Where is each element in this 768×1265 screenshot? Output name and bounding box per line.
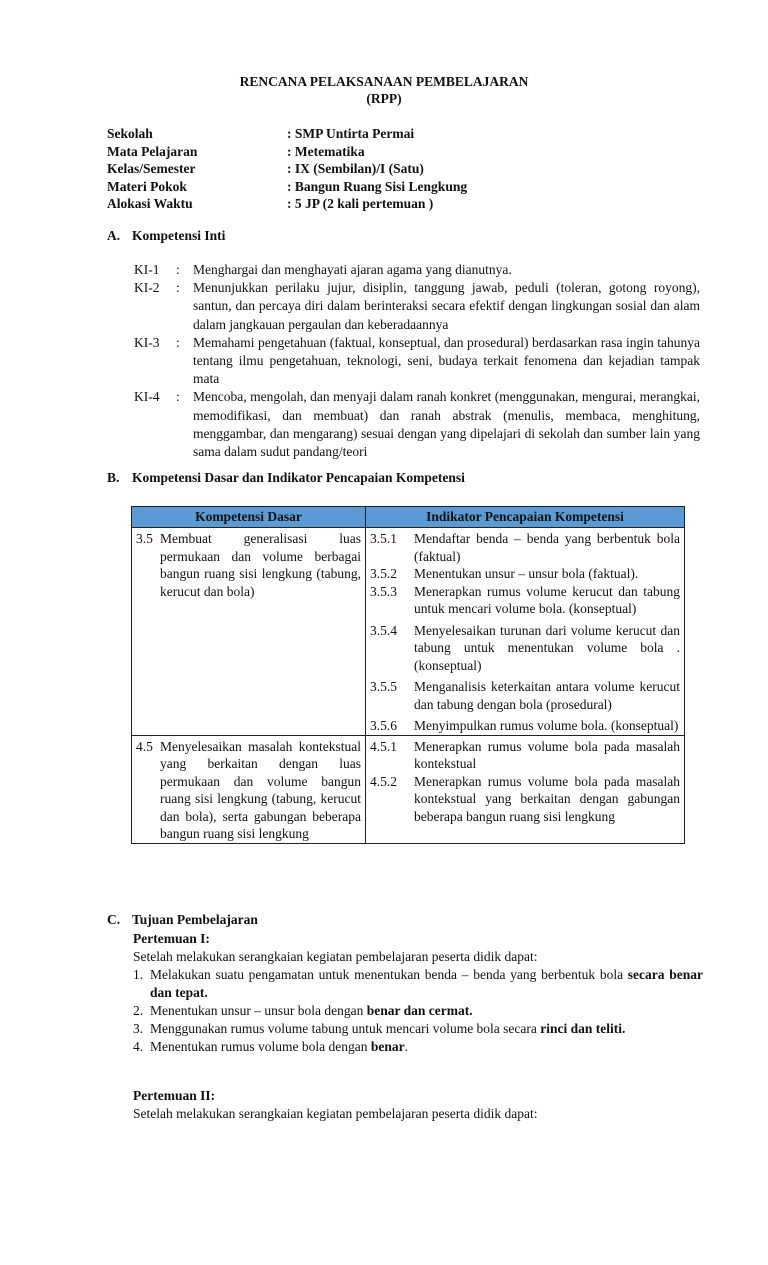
goal-text (150, 1002, 703, 1020)
goal-body: Menggunakan rumus volume tabung untuk mencari volume bola secara (150, 1021, 541, 1036)
kd-cell (132, 735, 366, 843)
identity-block (107, 125, 707, 213)
indicator-text: Mendaftar benda – benda yang berbentuk bola (faktual) (414, 531, 680, 564)
ki-item (134, 279, 700, 334)
goal-number: 3. (133, 1021, 144, 1036)
goal-body: Menentukan unsur – unsur bola dengan (150, 1003, 367, 1018)
kd-item (136, 738, 361, 843)
table-header-row (132, 507, 685, 528)
goal-number: 4. (133, 1039, 144, 1054)
goal-text (150, 966, 703, 1002)
section-letter: B. (107, 470, 120, 485)
goal-tail: . (404, 1039, 408, 1054)
meeting-1-title: Pertemuan I: (133, 931, 210, 946)
ki-colon: : (176, 389, 180, 405)
table-row (132, 528, 685, 736)
section-title: Tujuan Pembelajaran (132, 912, 258, 927)
identity-label: Sekolah (107, 126, 153, 141)
kd-number: 4.5 (136, 738, 153, 754)
identity-row (107, 143, 707, 161)
section-letter: A. (107, 228, 121, 243)
kd-ipk-table (131, 506, 685, 844)
section-title: Kompetensi Dasar dan Indikator Pencapaian Kompetensi (132, 470, 465, 485)
goal-item (133, 1020, 703, 1038)
goal-emphasis: rinci dan teliti. (540, 1021, 626, 1036)
indicator-number: 3.5.1 (370, 531, 397, 546)
ki-item (134, 261, 700, 279)
identity-row (107, 125, 707, 143)
identity-row (107, 160, 707, 178)
indicator-number: 4.5.2 (370, 773, 397, 789)
goal-text (150, 1038, 703, 1056)
section-letter: C. (107, 912, 121, 927)
ki-code: KI-4 (134, 389, 160, 405)
identity-value: : Metematika (287, 143, 365, 159)
doc-subtitle: (RPP) (366, 91, 402, 106)
kd-text: Membuat generalisasi luas permukaan dan volume berbagai bangun ruang sisi lengkung (tabung, kerucut dan bola) (160, 531, 361, 599)
kd-text: Menyelesaikan masalah kontekstual yang berkaitan dengan luas permukaan dan volume bangun ruang sisi lengkung (tabung, kerucut dan bola), serta gabungan beberapa bangun ruang sisi lengkung (160, 738, 361, 841)
goal-item (133, 966, 703, 1002)
kd-number: 3.5 (136, 531, 153, 546)
goal-item (133, 1038, 703, 1056)
goal-emphasis: benar dan cermat. (366, 1003, 473, 1018)
goal-body: Melakukan suatu pengamatan untuk menentukan benda – benda yang berbentuk bola (150, 967, 628, 982)
goal-emphasis: secara benar dan tepat. (150, 967, 703, 1000)
indicator-number: 3.5.6 (370, 718, 397, 733)
ki-code: KI-1 (134, 262, 160, 277)
goal-emphasis: benar (370, 1039, 405, 1054)
kd-cell (132, 528, 366, 736)
ki-text: Menghargai dan menghayati ajaran agama yang dianutnya. (193, 262, 512, 277)
indicator-item (370, 773, 680, 826)
indicator-text: Menentukan unsur – unsur bola (faktual). (414, 566, 639, 581)
goal-number: 2. (133, 1003, 144, 1018)
section-c-heading (107, 912, 258, 928)
ki-text: Mencoba, mengolah, dan menyaji dalam ranah konkret (menggunakan, mengurai, merangkai, memodifikasi, dan membuat) dan ranah abstrak (menulis, membaca, menghitung, menggambar, dan mengarang) sesuai dengan yang dipelajari di sekolah dan sumber lain yang sama dalam sudut pandang/teori (193, 389, 700, 460)
ki-code: KI-3 (134, 334, 160, 350)
meeting-1-block (133, 930, 703, 1056)
indicator-text: Menganalisis keterkaitan antara volume kerucut dan tabung dengan bola (prosedural) (414, 679, 680, 712)
identity-value: : IX (Sembilan)/I (Satu) (287, 161, 424, 176)
header-ipk: Indikator Pencapaian Kompetensi (366, 507, 685, 528)
indicator-number: 4.5.1 (370, 738, 397, 754)
ki-item (134, 334, 700, 389)
identity-label: Alokasi Waktu (107, 196, 193, 211)
identity-value: : 5 JP (2 kali pertemuan ) (287, 196, 434, 211)
ki-colon: : (176, 280, 180, 296)
ipk-cell (366, 735, 685, 843)
ki-colon: : (176, 262, 180, 277)
section-a-heading (107, 228, 225, 244)
indicator-text: Menerapkan rumus volume bola pada masalah kontekstual (414, 738, 680, 771)
ki-colon: : (176, 334, 180, 350)
header-kd: Kompetensi Dasar (132, 507, 366, 528)
indicator-number: 3.5.3 (370, 583, 397, 599)
indicator-item (370, 738, 680, 773)
indicator-item (370, 583, 680, 618)
goal-text (150, 1020, 703, 1038)
indicator-item (370, 622, 680, 675)
identity-value: : Bangun Ruang Sisi Lengkung (287, 178, 468, 194)
identity-value: : SMP Untirta Permai (287, 126, 415, 141)
indicator-item (370, 717, 680, 735)
identity-label: Materi Pokok (107, 178, 187, 194)
indicator-number: 3.5.2 (370, 566, 397, 581)
indicator-item (370, 565, 680, 583)
meeting-2-intro: Setelah melakukan serangkaian kegiatan pembelajaran peserta didik dapat: (133, 1106, 538, 1121)
indicator-item (370, 678, 680, 713)
identity-row (107, 195, 707, 213)
meeting-2-title: Pertemuan II: (133, 1088, 216, 1103)
table-row (132, 735, 685, 843)
indicator-text: Menerapkan rumus volume bola pada masalah kontekstual yang berkaitan dengan gabungan beberapa bangun ruang sisi lengkung (414, 773, 680, 824)
ki-text: Memahami pengetahuan (faktual, konseptual, dan prosedural) berdasarkan rasa ingin tahunya tentang ilmu pengetahuan, teknologi, seni, budaya terkait fenomena dan kejadian tampak mata (193, 334, 700, 387)
section-b-heading (107, 470, 465, 486)
doc-title: RENCANA PELAKSANAAN PEMBELAJARAN (239, 74, 529, 89)
ipk-cell (366, 528, 685, 736)
goal-item (133, 1002, 703, 1020)
indicator-text: Menyimpulkan rumus volume bola. (konseptual) (414, 718, 679, 733)
indicator-number: 3.5.5 (370, 679, 397, 694)
indicator-text: Menyelesaikan turunan dari volume kerucut dan tabung untuk menentukan volume bola . (konseptual) (414, 622, 680, 673)
indicator-number: 3.5.4 (370, 622, 397, 638)
section-title: Kompetensi Inti (132, 228, 226, 243)
meeting-1-intro: Setelah melakukan serangkaian kegiatan pembelajaran peserta didik dapat: (133, 949, 538, 964)
indicator-item (370, 530, 680, 565)
indicator-text: Menerapkan rumus volume kerucut dan tabung untuk mencari volume bola. (konseptual) (414, 583, 680, 616)
goal-body: Menentukan rumus volume bola dengan (150, 1039, 371, 1054)
identity-label: Mata Pelajaran (107, 143, 198, 159)
identity-label: Kelas/Semester (107, 161, 196, 176)
identity-row (107, 178, 707, 196)
kd-item (136, 530, 361, 600)
ki-code: KI-2 (134, 280, 160, 296)
ki-item (134, 388, 700, 461)
meeting-2-block (133, 1087, 703, 1123)
ki-text: Menunjukkan perilaku jujur, disiplin, tanggung jawab, peduli (toleran, gotong royong), santun, dan percaya diri dalam berinteraksi secara efektif dengan lingkungan sosial dan alam dalam jangkauan pergaulan dan keberadaannya (193, 280, 700, 332)
goal-number: 1. (133, 967, 144, 982)
kompetensi-inti-list (134, 261, 700, 461)
